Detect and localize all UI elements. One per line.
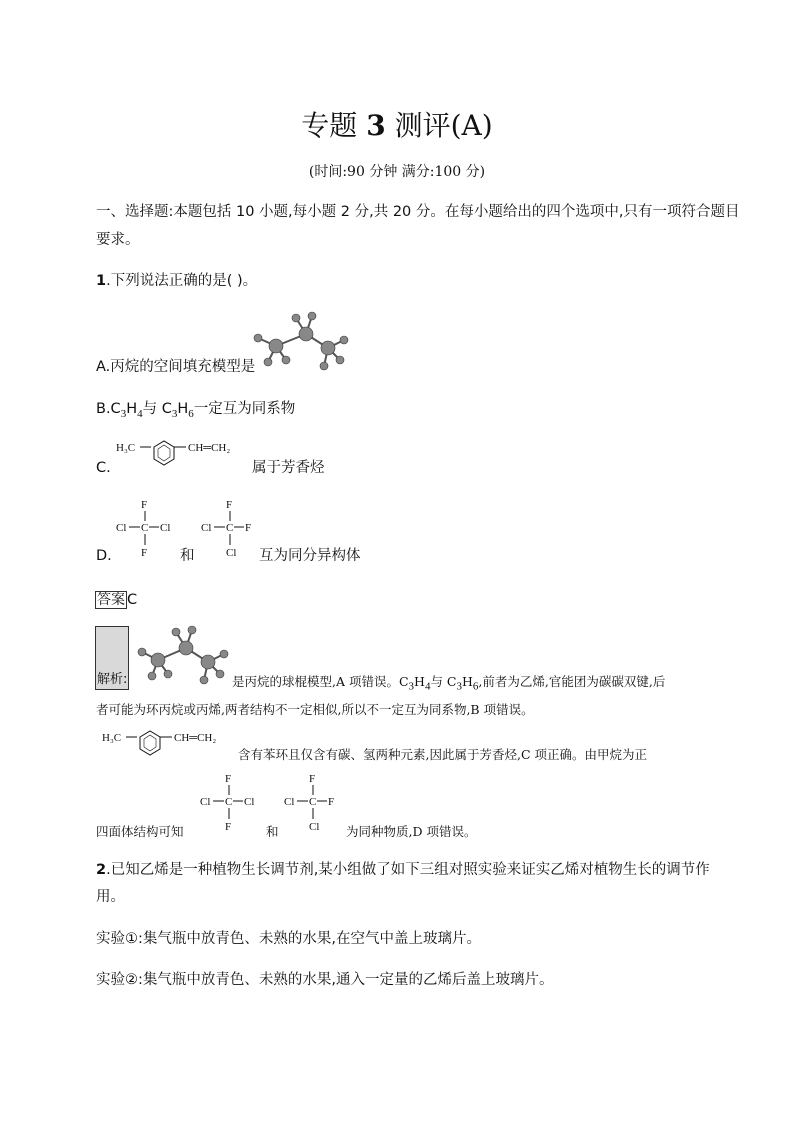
analysis-line-3: 含有苯环且仅含有碳、氢两种元素,因此属于芳香烃,C 项正确。由甲烷为正 xyxy=(238,747,647,762)
experiment-1: 实验①:集气瓶中放青色、未熟的水果,在空气中盖上玻璃片。 xyxy=(96,931,481,947)
experiment-2: 实验②:集气瓶中放青色、未熟的水果,通入一定量的乙烯后盖上玻璃片。 xyxy=(96,972,554,988)
answer-value: C xyxy=(127,592,138,608)
option-d-molecule-2 xyxy=(199,496,261,560)
svg-text:F: F xyxy=(225,773,232,785)
svg-text:C: C xyxy=(226,522,234,534)
analysis-line-2: 者可能为环丙烷或丙烯,两者结构不一定相似,所以不一定互为同系物,B 项错误。 xyxy=(96,702,534,717)
page-title: 专题 3 测评(A) xyxy=(301,109,493,142)
svg-text:Cl: Cl xyxy=(116,522,127,534)
svg-text:F: F xyxy=(141,499,148,511)
answer-label: 答案 xyxy=(97,592,125,608)
analysis-d-molecule-2 xyxy=(282,770,344,834)
svg-text:F: F xyxy=(309,773,316,785)
option-c-label: C. xyxy=(96,460,111,476)
option-b-text: $B.C_3H_4$与 $C_3H_6$一定互为同系物 xyxy=(96,401,296,420)
analysis-d-molecule-1 xyxy=(198,770,260,834)
section-instructions-line2: 要求。 xyxy=(96,232,140,248)
question-1-stem: 1.下列说法正确的是( )。 xyxy=(96,273,258,289)
svg-text:C: C xyxy=(141,522,149,534)
svg-text:Cl: Cl xyxy=(160,522,171,534)
svg-text:H₃C: H₃C xyxy=(102,732,122,744)
svg-text:F: F xyxy=(328,796,335,808)
svg-text:Cl: Cl xyxy=(284,796,295,808)
analysis-line-4b: 和 xyxy=(266,824,279,839)
svg-text:C: C xyxy=(309,796,317,808)
analysis-label: 解析: xyxy=(97,672,128,687)
c-h3c-label: H₃C xyxy=(116,442,136,454)
option-d-and: 和 xyxy=(180,548,195,564)
answer-row xyxy=(95,587,137,613)
svg-text:C: C xyxy=(225,796,233,808)
question-2-stem-line2: 用。 xyxy=(96,889,125,905)
analysis-propane-model xyxy=(128,624,236,686)
option-d-text: 互为同分异构体 xyxy=(259,548,361,564)
option-c-structure xyxy=(114,432,254,476)
svg-text:Cl: Cl xyxy=(309,821,320,833)
svg-text:F: F xyxy=(141,547,148,559)
analysis-line-4c: 为同种物质,D 项错误。 xyxy=(346,824,477,839)
option-d-label: D. xyxy=(96,548,112,564)
question-2-stem-line1: 2.已知乙烯是一种植物生长调节剂,某小组做了如下三组对照实验来证实乙烯对植物生长的调节作 xyxy=(96,862,710,878)
svg-text:CH═CH₂: CH═CH₂ xyxy=(174,732,217,744)
svg-text:Cl: Cl xyxy=(200,796,211,808)
section-instructions-line1: 一、选择题:本题包括 10 小题,每小题 2 分,共 20 分。在每小题给出的四个选项中,只有一项符合题目 xyxy=(96,204,740,220)
analysis-line-4a: 四面体结构可知 xyxy=(96,824,184,839)
analysis-c-structure xyxy=(100,726,240,770)
c-vinyl-label: CH═CH₂ xyxy=(188,442,231,454)
propane-ball-stick-model xyxy=(246,310,356,372)
analysis-line-1: 是丙烷的球棍模型,A 项错误。$C_3H_4$与 $C_3H_6$,前者为乙烯,官能团为碳碳双键,后 xyxy=(232,674,666,693)
svg-text:Cl: Cl xyxy=(244,796,255,808)
svg-text:F: F xyxy=(225,821,232,833)
option-a-text: A.丙烷的空间填充模型是 xyxy=(96,359,256,375)
page-subtitle: (时间:90 分钟 满分:100 分) xyxy=(308,164,486,180)
svg-text:Cl: Cl xyxy=(201,522,212,534)
option-c-text: 属于芳香烃 xyxy=(252,460,325,476)
svg-text:Cl: Cl xyxy=(226,547,237,559)
svg-text:F: F xyxy=(226,499,233,511)
option-d-molecule-1 xyxy=(114,496,176,560)
svg-text:F: F xyxy=(245,522,252,534)
